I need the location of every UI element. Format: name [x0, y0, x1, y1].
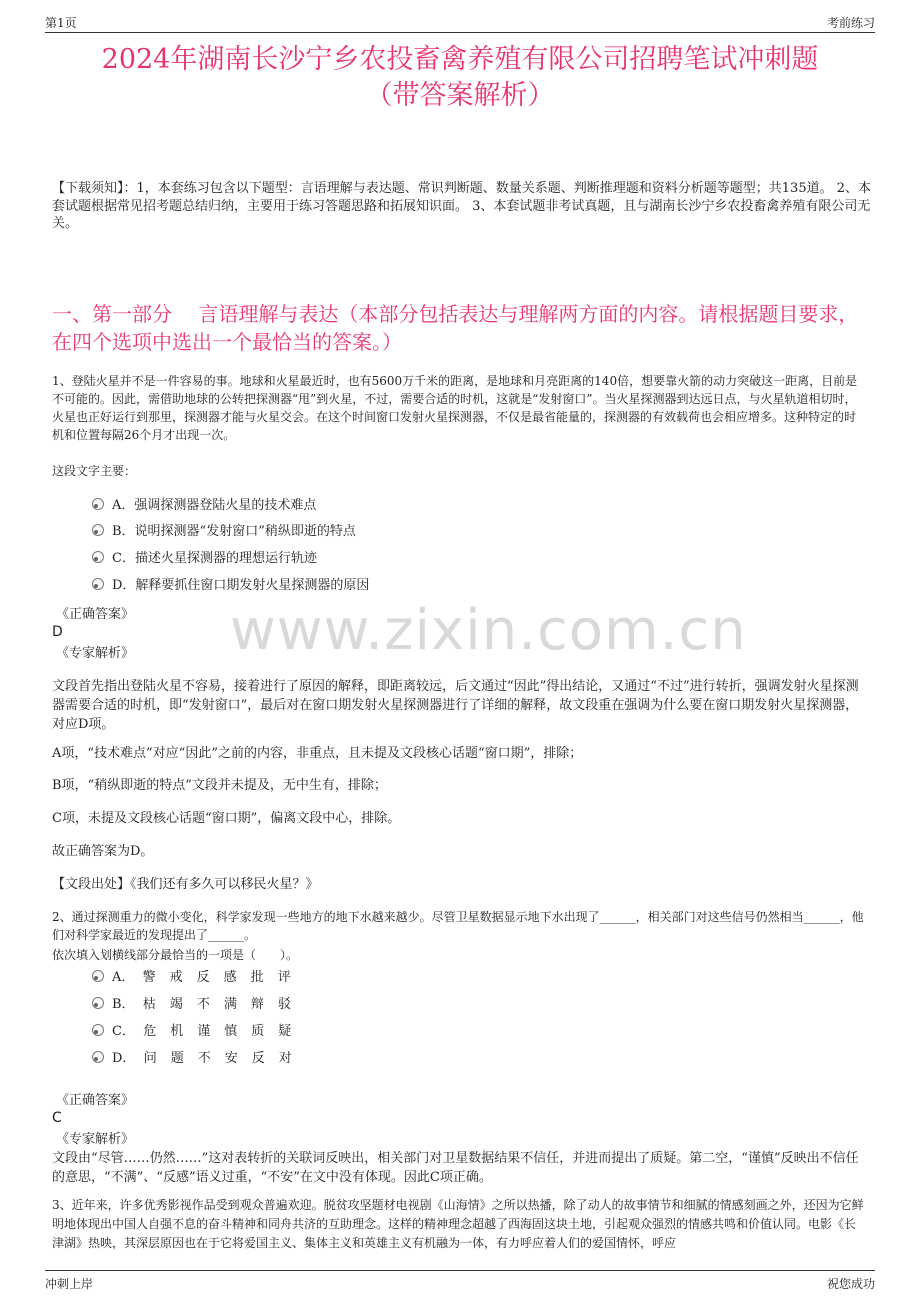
- q1-analysis-a: A项，“技术难点”对应“因此”之前的内容，非重点，且未提及文段核心话题“窗口期”，排除；: [52, 746, 583, 761]
- q1-analysis-conclusion: 故正确答案为D。: [52, 844, 154, 859]
- document-title: [40, 42, 880, 114]
- q1-option-b[interactable]: B．说明探测器“发射窗口”稍纵即逝的特点: [92, 523, 356, 541]
- q2-option-c[interactable]: C． 危机谨慎质疑: [92, 1023, 305, 1041]
- q1-analysis-b: B项，“稍纵即逝的特点”文段并未提及，无中生有，排除；: [52, 778, 387, 793]
- watermark: www.zixin.com.cn: [230, 598, 747, 663]
- q1-analysis-main: 文段首先指出登陆火星不容易，接着进行了原因的解释，即距离较远，后文通过“因此”得出结论，又通过“不过”进行转折，强调发射火星探测器需要合适的时机，即“发射窗口”，最后对在窗口期发射火星探测器进行了详细的解释，故文段重在强调为什么要在窗口期发射火星探测器，对应D项。: [52, 679, 859, 732]
- q2-stem: 2、通过探测重力的微小变化，科学家发现一些地方的地下水越来越少。尽管卫星数据显示地下水出现了______，相关部门对这些信号仍然相当______，他们对科学家最近的发现提出了______。: [52, 910, 864, 942]
- footer-right: 祝您成功: [826, 1277, 875, 1291]
- q1-answer: D: [52, 624, 63, 640]
- radio-icon[interactable]: [92, 997, 104, 1009]
- q1-stem: 1、登陆火星并不是一件容易的事。地球和火星最近时，也有5600万千米的距离，是地球和月亮距离的140倍，想要靠火箭的动力突破这一距离，目前是不可能的。因此，需借助地球的公转把探测器“甩”到火星，不过，需要合适的时机，这就是“发射窗口”。当火星探测器到达远日点，与火星轨道相切时，火星也正好运行到那里，探测器才能与火星交会。在这个时间窗口发射火星探测器，不仅是最省能量的，探测器的有效载荷也会相应增多。这种特定的时机和位置每隔26个月才出现一次。: [52, 374, 858, 442]
- q2-analysis: 文段由“尽管……仍然……”这对表转折的关联词反映出，相关部门对卫星数据结果不信任，并进而提出了质疑。第二空，“谨慎”反映出不信任的意思，“不满”、“反感”语义过重，“不安”在文中没有体现。因此C项正确。: [52, 1151, 859, 1185]
- title-line-1: 2024年湖南长沙宁乡农投畜禽养殖有限公司招聘笔试冲刺题: [101, 44, 819, 75]
- q2-option-b[interactable]: B． 枯竭不满辩驳: [92, 996, 305, 1014]
- q1-analysis-label: 《专家解析》: [56, 646, 135, 661]
- q1-option-a[interactable]: A．强调探测器登陆火星的技术难点: [92, 497, 316, 515]
- q2-option-d[interactable]: D． 问题不安反对: [92, 1050, 306, 1068]
- radio-icon[interactable]: [92, 970, 104, 982]
- title-line-2: （带答案解析）: [365, 80, 555, 111]
- radio-icon[interactable]: [92, 498, 104, 510]
- footer-left: 冲刺上岸: [45, 1277, 94, 1291]
- q2-analysis-label: 《专家解析》: [56, 1132, 135, 1147]
- page-header: [45, 12, 875, 33]
- page-number: 第1页: [45, 16, 77, 30]
- q1-option-d[interactable]: D．解释要抓住窗口期发射火星探测器的原因: [92, 577, 369, 595]
- radio-icon[interactable]: [92, 1051, 104, 1063]
- q3-stem: 3、近年来，许多优秀影视作品受到观众普遍欢迎。脱贫攻坚题材电视剧《山海情》之所以热播，除了动人的故事情节和细腻的情感刻画之外，还因为它鲜明地体现出中国人自强不息的奋斗精神和同舟共济的互助理念。这样的精神理念超越了西海固这块土地，引起观众强烈的情感共鸣和价值认同。电影《长津湖》热映，其深层原因也在于它将爱国主义、集体主义和英雄主义有机融为一体，有力呼应着人们的爱国情怀，呼应: [52, 1198, 864, 1250]
- q1-option-c[interactable]: C．描述火星探测器的理想运行轨迹: [92, 550, 317, 568]
- section-heading: 一、第一部分 言语理解与表达（本部分包括表达与理解两方面的内容。请根据题目要求，在四个选项中选出一个最恰当的答案。）: [52, 302, 859, 354]
- q1-analysis-c: C项，未提及文段核心话题“窗口期”，偏离文段中心，排除。: [52, 811, 401, 826]
- page-footer: [45, 1270, 875, 1293]
- q2-answer: C: [52, 1110, 62, 1126]
- q2-option-a[interactable]: A． 警戒反感批评: [92, 969, 305, 987]
- q2-answer-label: 《正确答案》: [56, 1093, 135, 1108]
- radio-icon[interactable]: [92, 1024, 104, 1036]
- radio-icon[interactable]: [92, 524, 104, 536]
- header-tag: 考前练习: [826, 16, 875, 30]
- q2-prompt: 依次填入划横线部分最恰当的一项是（ ）。: [52, 948, 299, 962]
- download-notice: 【下载须知】：1，本套练习包含以下题型：言语理解与表达题、常识判断题、数量关系题、判断推理题和资料分析题等题型；共135道。 2、本套试题根据常见招考题总结归纳，主要用于练习答题思路和拓展知识面。 3、本套试题非考试真题，且与湖南长沙宁乡农投畜禽养殖有限公司无关。: [52, 181, 871, 231]
- radio-icon[interactable]: [92, 551, 104, 563]
- q1-prompt: 这段文字主要：: [52, 464, 137, 478]
- radio-icon[interactable]: [92, 578, 104, 590]
- q1-source: 【文段出处】《我们还有多久可以移民火星？》: [52, 877, 319, 892]
- q1-answer-label: 《正确答案》: [56, 607, 135, 622]
